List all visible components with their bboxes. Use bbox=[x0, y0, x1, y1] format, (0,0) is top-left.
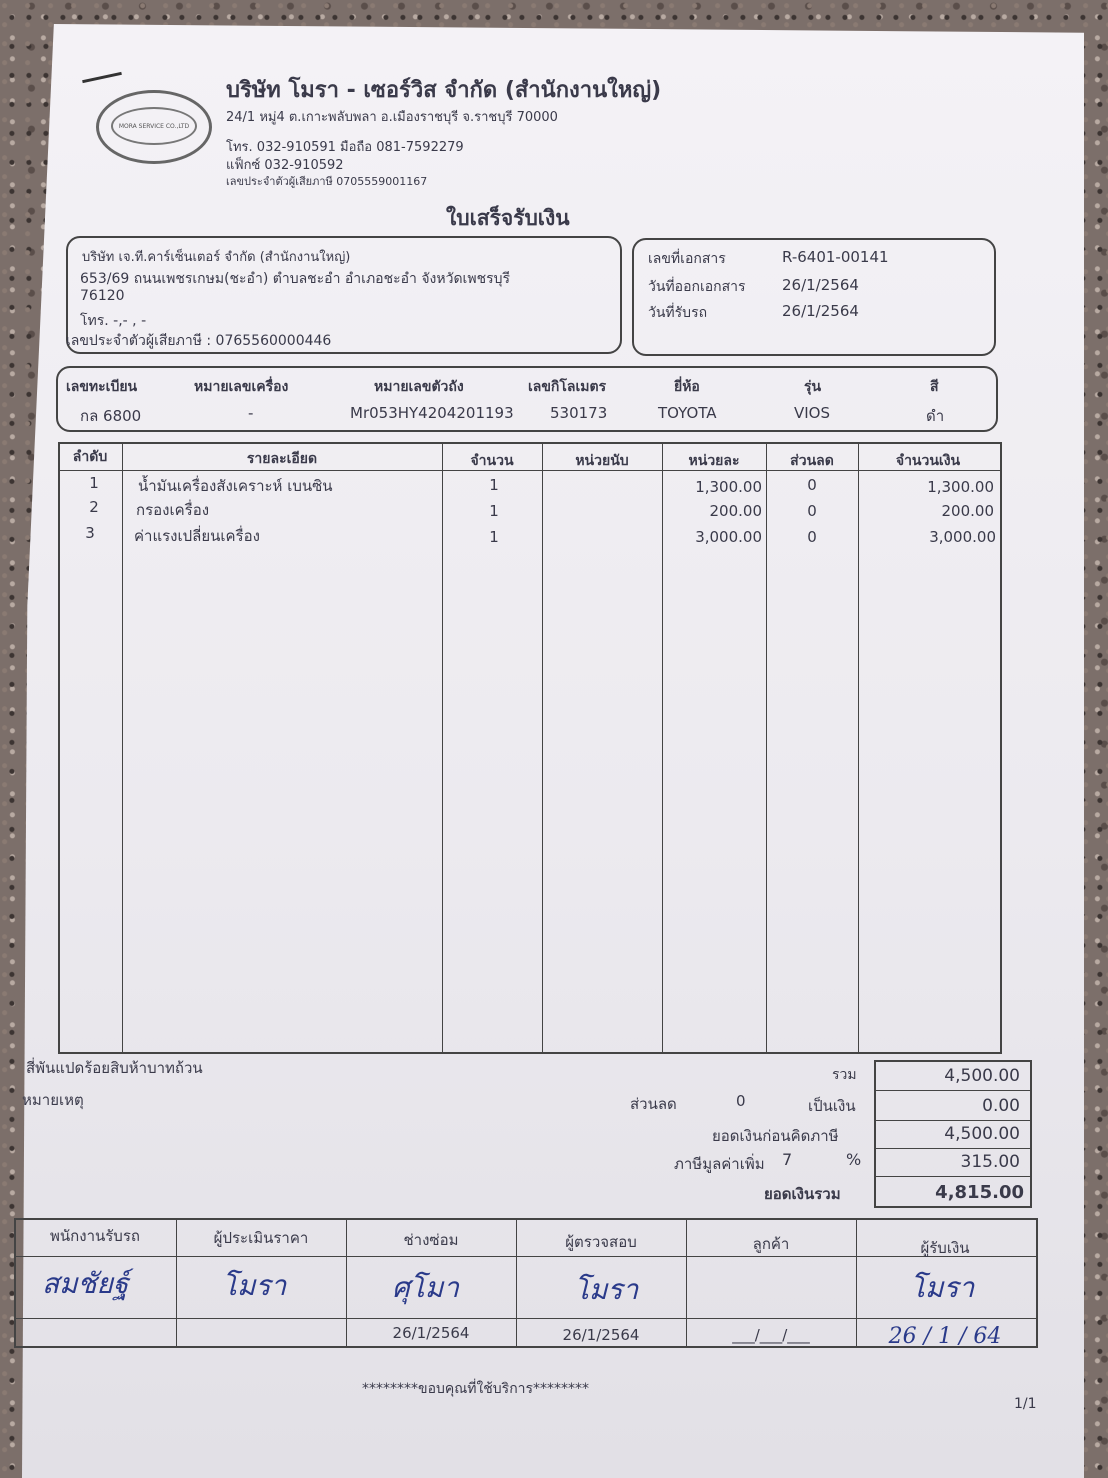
vat-value: 315.00 bbox=[960, 1152, 1020, 1172]
signature-cashier: โมรา bbox=[910, 1271, 975, 1304]
header-unit: หน่วยนับ bbox=[575, 453, 629, 469]
receive-date-value: 26/1/2564 bbox=[782, 302, 859, 320]
col-divider bbox=[122, 442, 123, 1052]
row2-amount: 200.00 bbox=[941, 502, 994, 520]
header-no: ลำดับ bbox=[72, 449, 108, 465]
page-number: 1/1 bbox=[1014, 1396, 1037, 1412]
signature-inspector: โมรา bbox=[574, 1273, 639, 1306]
vehicle-chassis: Mr053HY4204201193 bbox=[350, 404, 514, 422]
vehicle-header-plate: เลขทะเบียน bbox=[66, 379, 138, 395]
company-logo bbox=[96, 90, 212, 164]
row1-no: 1 bbox=[89, 474, 99, 492]
doc-no-label: เลขที่เอกสาร bbox=[648, 251, 726, 267]
sum-label: รวม bbox=[832, 1067, 857, 1083]
vehicle-header-model: รุ่น bbox=[804, 379, 822, 395]
row2-no: 2 bbox=[89, 498, 99, 516]
issue-date-value: 26/1/2564 bbox=[782, 276, 859, 294]
totals-divider bbox=[874, 1148, 1030, 1149]
vehicle-header-color: สี bbox=[930, 379, 939, 395]
header-quantity: จำนวน bbox=[470, 453, 514, 469]
grand-total-value: 4,815.00 bbox=[935, 1182, 1024, 1203]
sig-header-customer: ลูกค้า bbox=[752, 1235, 790, 1253]
row1-description: น้ำมันเครื่องสังเคราะห์ เบนซิน bbox=[138, 477, 333, 495]
customer-phone: โทร. -,- , - bbox=[80, 313, 147, 329]
vehicle-brand: TOYOTA bbox=[658, 404, 717, 422]
discount-label: ส่วนลด bbox=[630, 1095, 677, 1113]
company-address: 24/1 หมู่4 ต.เกาะพลับพลา อ.เมืองราชบุรี จ.ราชบุรี 70000 bbox=[226, 110, 558, 125]
vehicle-header-engine: หมายเลขเครื่อง bbox=[194, 379, 289, 395]
discount-value: 0 bbox=[736, 1092, 746, 1110]
discount-amount-value: 0.00 bbox=[982, 1096, 1020, 1116]
sig-date-cashier: 26 / 1 / 64 bbox=[888, 1324, 1002, 1349]
sig-date-inspector: 26/1/2564 bbox=[562, 1326, 640, 1344]
header-unit-price: หน่วยละ bbox=[688, 453, 740, 469]
signature-technician: ศุโมา bbox=[392, 1271, 459, 1304]
sig-date-technician: 26/1/2564 bbox=[392, 1324, 470, 1342]
sig-date-customer: ___/___/___ bbox=[732, 1326, 810, 1344]
row2-description: กรองเครื่อง bbox=[136, 501, 210, 519]
signature-appraiser: โมรา bbox=[222, 1269, 287, 1302]
grand-total-label: ยอดเงินรวม bbox=[764, 1185, 841, 1203]
pretax-label: ยอดเงินก่อนคิดภาษี bbox=[712, 1127, 839, 1145]
sig-header-cashier: ผู้รับเงิน bbox=[920, 1239, 970, 1257]
sum-value: 4,500.00 bbox=[944, 1066, 1020, 1086]
row2-unit-price: 200.00 bbox=[709, 502, 762, 520]
sig-header-receiver: พนักงานรับรถ bbox=[50, 1227, 140, 1245]
amount-in-words: สี่พันแปดร้อยสิบห้าบาทถ้วน bbox=[26, 1059, 203, 1077]
sig-date-divider bbox=[14, 1318, 1036, 1319]
company-phone: โทร. 032-910591 มือถือ 081-7592279 bbox=[226, 140, 464, 155]
vehicle-plate: กล 6800 bbox=[80, 407, 142, 425]
vat-label: ภาษีมูลค่าเพิ่ม bbox=[674, 1155, 765, 1173]
header-amount: จำนวนเงิน bbox=[895, 453, 961, 469]
issue-date-label: วันที่ออกเอกสาร bbox=[648, 279, 746, 295]
vat-rate: 7 bbox=[782, 1150, 793, 1169]
row1-discount: 0 bbox=[807, 476, 817, 494]
vat-percent-sign: % bbox=[846, 1150, 862, 1169]
signature-receiver: สมชัยฐ์ bbox=[42, 1267, 129, 1300]
customer-address-line1: 653/69 ถนนเพชรเกษม(ชะอำ) ตำบลชะอำ อำเภอชะอำ จังหวัดเพชรบุรี bbox=[80, 271, 510, 287]
row3-no: 3 bbox=[85, 524, 95, 542]
row3-description: ค่าแรงเปลี่ยนเครื่อง bbox=[134, 527, 260, 545]
row2-quantity: 1 bbox=[489, 502, 499, 520]
logo-text: MORA SERVICE CO.,LTD bbox=[118, 123, 190, 130]
totals-divider bbox=[874, 1120, 1030, 1121]
header-discount: ส่วนลด bbox=[790, 453, 834, 469]
vehicle-header-chassis: หมายเลขตัวถัง bbox=[374, 379, 464, 395]
company-fax: แฟ็กซ์ 032-910592 bbox=[226, 158, 344, 173]
col-divider bbox=[442, 442, 443, 1052]
row3-quantity: 1 bbox=[489, 528, 499, 546]
totals-divider bbox=[874, 1090, 1030, 1091]
vehicle-header-brand: ยี่ห้อ bbox=[674, 379, 700, 395]
customer-tax-id: เลขประจำตัวผู้เสียภาษี : 0765560000446 bbox=[66, 333, 332, 349]
vehicle-mileage: 530173 bbox=[550, 404, 608, 422]
company-name: บริษัท โมรา - เซอร์วิส จำกัด (สำนักงานใหญ่) bbox=[226, 78, 662, 103]
receive-date-label: วันที่รับรถ bbox=[648, 305, 708, 321]
vehicle-engine: - bbox=[248, 404, 254, 422]
customer-name: บริษัท เจ.ที.คาร์เซ็นเตอร์ จำกัด (สำนักงานใหญ่) bbox=[82, 250, 351, 265]
doc-no-value: R-6401-00141 bbox=[782, 248, 889, 266]
thank-you-message: ********ขอบคุณที่ใช้บริการ******** bbox=[362, 1381, 590, 1397]
sig-header-inspector: ผู้ตรวจสอบ bbox=[565, 1233, 637, 1251]
totals-divider bbox=[874, 1176, 1030, 1177]
document-title: ใบเสร็จรับเงิน bbox=[446, 206, 570, 230]
vehicle-color: ดำ bbox=[926, 407, 945, 425]
sig-header-appraiser: ผู้ประเมินราคา bbox=[213, 1229, 309, 1247]
remark-label: หมายเหตุ bbox=[22, 1091, 84, 1109]
header-description: รายละเอียด bbox=[246, 451, 318, 467]
row3-discount: 0 bbox=[807, 528, 817, 546]
sig-header-technician: ช่างซ่อม bbox=[403, 1231, 459, 1249]
row3-amount: 3,000.00 bbox=[929, 528, 996, 546]
row1-quantity: 1 bbox=[489, 476, 499, 494]
row3-unit-price: 3,000.00 bbox=[695, 528, 762, 546]
vehicle-model: VIOS bbox=[794, 404, 831, 422]
col-divider bbox=[542, 442, 543, 1052]
row1-unit-price: 1,300.00 bbox=[695, 478, 762, 496]
pretax-value: 4,500.00 bbox=[944, 1124, 1020, 1144]
row1-amount: 1,300.00 bbox=[927, 478, 994, 496]
customer-address-line2: 76120 bbox=[80, 288, 125, 304]
vehicle-header-mileage: เลขกิโลเมตร bbox=[528, 379, 607, 395]
row2-discount: 0 bbox=[807, 502, 817, 520]
discount-amount-label: เป็นเงิน bbox=[808, 1097, 856, 1115]
company-tax-id: เลขประจำตัวผู้เสียภาษี 0705559001167 bbox=[226, 175, 428, 188]
